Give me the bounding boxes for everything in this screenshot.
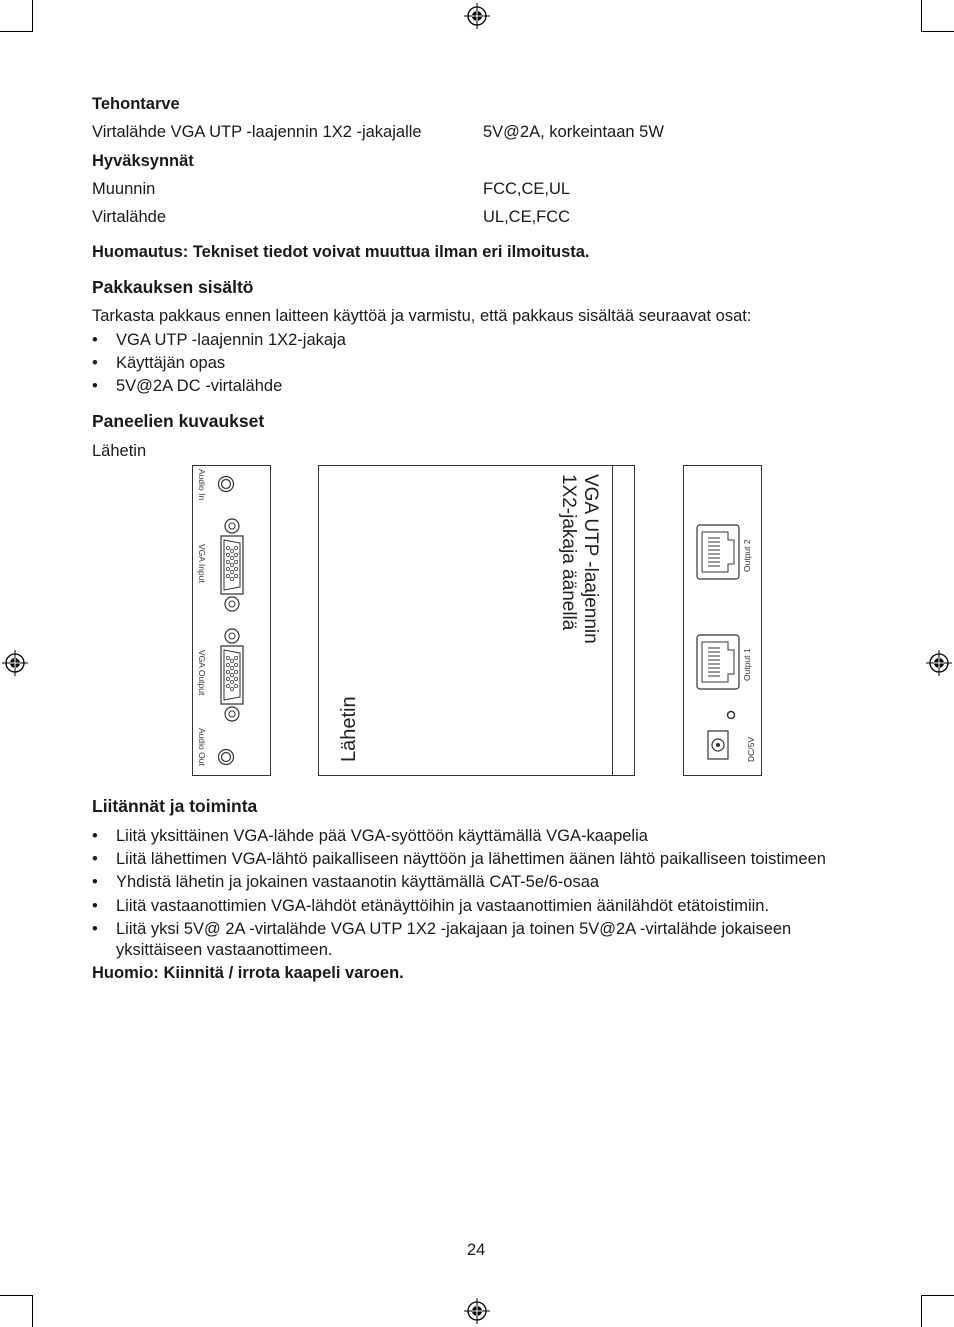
- vga-output-label: VGA Output: [197, 650, 207, 696]
- device-title-line1: VGA UTP -laajennin: [580, 474, 601, 644]
- connection-step: Liitä lähettimen VGA-lähtö paikalliseen näyttöön ja lähettimen äänen lähtö paikalliseen toistimeen: [116, 850, 826, 868]
- audio-in-label: Audio In: [197, 469, 207, 501]
- bullet: •: [92, 377, 98, 395]
- bullet: •: [92, 850, 98, 868]
- approvals-row-label: Virtalähde: [92, 208, 167, 226]
- connections-warning: Huomio: Kiinnitä / irrota kaapeli varoen.: [92, 964, 404, 982]
- audio-out-label: Audio Out: [197, 728, 207, 766]
- registration-mark-icon: [2, 650, 28, 676]
- device-edge-line: [612, 466, 613, 775]
- left-panel-diagram: [192, 465, 271, 776]
- audio-in-jack-icon: [217, 475, 235, 493]
- panels-subheading: Lähetin: [92, 442, 147, 460]
- connection-step-continued: yksittäiseen vastaanottimeen.: [116, 941, 333, 959]
- power-row-label: Virtalähde VGA UTP -laajennin 1X2 -jakajalle: [92, 123, 422, 141]
- panels-heading: Paneelien kuvaukset: [92, 411, 265, 431]
- bullet: •: [92, 354, 98, 372]
- bullet: •: [92, 897, 98, 915]
- crop-mark-top-right: [921, 31, 954, 32]
- connection-step: Liitä yksittäinen VGA-lähde pää VGA-syöttöön käyttämällä VGA-kaapelia: [116, 827, 648, 845]
- output-1-label: Output 1: [742, 648, 752, 681]
- bullet: •: [92, 827, 98, 845]
- device-top-view-diagram: [318, 465, 635, 776]
- power-heading: Tehontarve: [92, 95, 180, 113]
- spec-note: Huomautus: Tekniset tiedot voivat muuttua ilman eri ilmoitusta.: [92, 243, 590, 261]
- dc-5v-label: DC/5V: [746, 736, 756, 762]
- registration-mark-icon: [464, 3, 490, 29]
- connection-step: Liitä yksi 5V@ 2A -virtalähde VGA UTP 1X2 -jakajaan ja toinen 5V@2A -virtalähde jokaiseen: [116, 920, 792, 938]
- package-heading: Pakkauksen sisältö: [92, 277, 254, 297]
- crop-mark-bottom-right: [921, 1295, 922, 1327]
- package-item: 5V@2A DC -virtalähde: [116, 377, 283, 395]
- package-intro: Tarkasta pakkaus ennen laitteen käyttöä ja varmistu, että pakkaus sisältää seuraavat osat:: [92, 307, 752, 325]
- audio-out-jack-icon: [217, 748, 235, 766]
- rj45-output-1-port-icon: [696, 634, 740, 690]
- vga-output-port-icon: [217, 626, 247, 724]
- right-panel-diagram: [683, 465, 762, 776]
- connection-step: Yhdistä lähetin ja jokainen vastaanotin käyttämällä CAT-5e/6-osaa: [116, 873, 600, 891]
- vga-input-label: VGA Input: [197, 544, 207, 583]
- rj45-output-2-port-icon: [696, 524, 740, 580]
- bullet: •: [92, 331, 98, 349]
- output-2-label: Output 2: [742, 539, 752, 572]
- bullet: •: [92, 920, 98, 938]
- device-title-line2: 1X2-jakaja äänellä: [558, 474, 579, 631]
- bullet: •: [92, 873, 98, 891]
- crop-mark-top-left: [32, 0, 33, 32]
- power-led-icon: [726, 710, 736, 720]
- power-row-value: 5V@2A, korkeintaan 5W: [483, 123, 664, 141]
- crop-mark-top-right: [921, 0, 922, 32]
- connections-heading: Liitännät ja toiminta: [92, 796, 258, 816]
- device-name: Lähetin: [338, 696, 360, 762]
- vga-input-port-icon: [217, 516, 247, 614]
- approvals-heading: Hyväksynnät: [92, 152, 194, 170]
- crop-mark-top-left: [0, 31, 32, 32]
- approvals-row-label: Muunnin: [92, 180, 156, 198]
- registration-mark-icon: [464, 1298, 490, 1324]
- page-number: 24: [467, 1241, 486, 1259]
- crop-mark-bottom-right: [921, 1295, 954, 1296]
- crop-mark-bottom-left: [0, 1295, 32, 1296]
- package-item: VGA UTP -laajennin 1X2-jakaja: [116, 331, 346, 349]
- registration-mark-icon: [926, 650, 952, 676]
- dc-power-jack-icon: [707, 730, 729, 760]
- crop-mark-bottom-left: [32, 1295, 33, 1327]
- connection-step: Liitä vastaanottimien VGA-lähdöt etänäyttöihin ja vastaanottimien äänilähdöt etätoistimiin.: [116, 897, 770, 915]
- approvals-row-value: FCC,CE,UL: [483, 180, 571, 198]
- package-item: Käyttäjän opas: [116, 354, 226, 372]
- approvals-row-value: UL,CE,FCC: [483, 208, 571, 226]
